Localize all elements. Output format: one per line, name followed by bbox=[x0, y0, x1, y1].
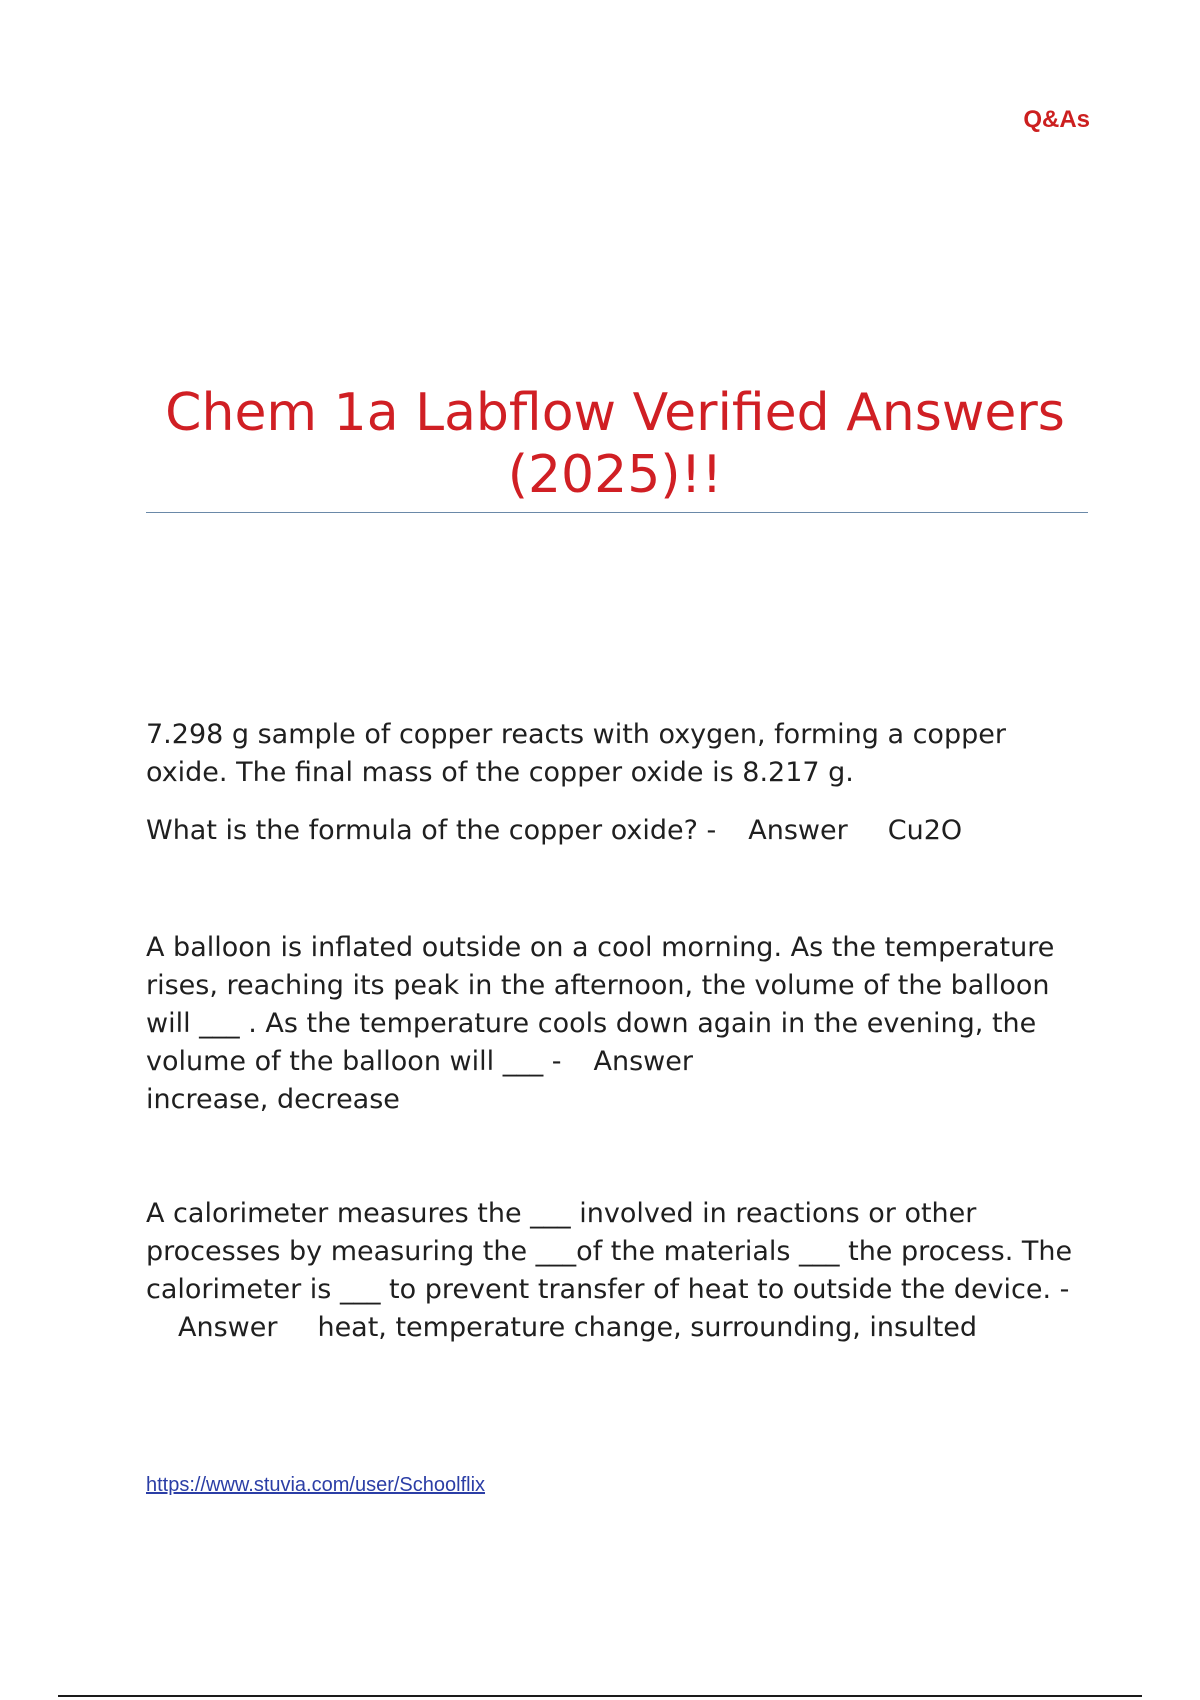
question-1-prompt-line bbox=[146, 812, 1086, 850]
question-2 bbox=[146, 929, 1086, 1119]
question-2-answer: increase, decrease bbox=[146, 1084, 400, 1115]
header-tag: Q&As bbox=[1023, 106, 1090, 133]
document-title: Chem 1a Labflow Verified Answers (2025)!! bbox=[165, 383, 1065, 505]
question-2-text: A balloon is inflated outside on a cool morning. As the temperature rises, reaching its peak in the afternoon, the volume of the balloon will ___ . As the temperature cools down again in the evening, the volume of the balloon will ___ - bbox=[146, 932, 1055, 1077]
question-3 bbox=[146, 1195, 1086, 1347]
footer-divider bbox=[58, 1695, 1142, 1697]
title-divider bbox=[146, 512, 1088, 513]
question-1-answer: Cu2O bbox=[887, 815, 963, 846]
source-link[interactable]: https://www.stuvia.com/user/Schoolflix bbox=[146, 1474, 486, 1496]
question-1-prompt: What is the formula of the copper oxide? - bbox=[146, 815, 717, 846]
question-1-text: 7.298 g sample of copper reacts with oxygen, forming a copper oxide. The final mass of the copper oxide is 8.217 g. bbox=[146, 719, 1006, 788]
answer-label: Answer bbox=[748, 815, 848, 846]
question-1 bbox=[146, 716, 1086, 792]
question-3-text: A calorimeter measures the ___ involved in reactions or other processes by measuring the ___of the materials ___ the process. The calorimeter is ___ to prevent transfer of heat to outside the device. - bbox=[146, 1198, 1073, 1305]
answer-label: Answer bbox=[593, 1046, 693, 1077]
question-3-answer: heat, temperature change, surrounding, insulted bbox=[317, 1312, 978, 1343]
answer-label: Answer bbox=[178, 1312, 278, 1343]
